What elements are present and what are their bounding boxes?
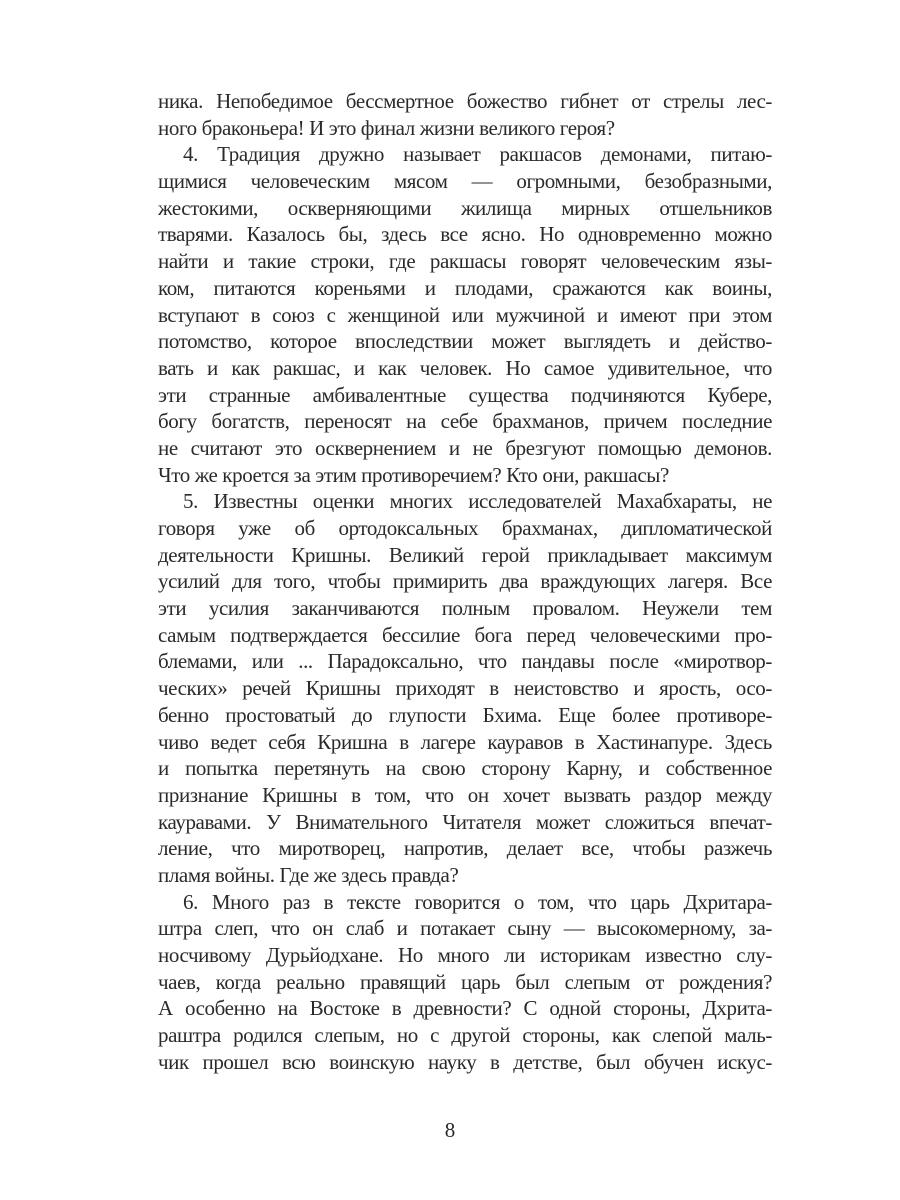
text-line: ника. Непобедимое бессмертное божество гибнет от стрелы лес-: [158, 89, 772, 113]
text-line: усилий для того, чтобы примирить два враждующих лагеря. Все: [158, 569, 772, 594]
text-line: кауравами. У Внимательного Читателя может сложиться впечат-: [158, 809, 772, 834]
text-line: 6. Много раз в тексте говорится о том, что царь Дхритара-: [183, 889, 772, 914]
text-line: штра слеп, что он слаб и потакает сыну — высокомерному, за-: [158, 916, 772, 941]
body-text: [158, 88, 772, 1075]
text-line: бенно простоватый до глупости Бхима. Еще более противоре-: [158, 702, 772, 727]
text-line: тварями. Казалось бы, здесь все ясно. Но одновременно можно: [158, 222, 772, 247]
text-line: эти усилия заканчиваются полным провалом. Неужели тем: [158, 596, 772, 621]
text-line: богу богатств, переносят на себе брахманов, причем последние: [158, 409, 772, 434]
text-line: найти и такие строки, где ракшасы говорят человеческим язы-: [158, 249, 772, 274]
text-line: 4. Традиция дружно называет ракшасов демонами, питаю-: [183, 142, 772, 167]
text-line: носчивому Дурьйодхане. Но много ли историкам известно слу-: [158, 943, 772, 967]
text-line: и попытка перетянуть на свою сторону Карну, и собственное: [158, 756, 772, 781]
text-line: А особенно на Востоке в древности? С одной стороны, Дхрита-: [158, 996, 772, 1021]
text-line: чик прошел всю воинскую науку в детстве, был обучен искус-: [158, 1049, 772, 1074]
text-line: ление, что миротворец, напротив, делает все, чтобы разжечь: [158, 836, 772, 861]
text-line: ком, питаются кореньями и плодами, сражаются как воины,: [158, 275, 772, 300]
text-line: эти странные амбивалентные существа подчиняются Кубере,: [158, 382, 772, 407]
text-line: ческих» речей Кришны приходят в неистовство и ярость, осо-: [158, 676, 772, 701]
text-line: чиво ведет себя Кришна в лагере кауравов в Хастинапуре. Здесь: [158, 729, 772, 754]
text-line: 5. Известны оценки многих исследователей Махабхараты, не: [183, 489, 772, 514]
text-line: Что же кроется за этим противоречием? Кто они, ракшасы?: [158, 462, 669, 487]
text-line: ного браконьера! И это финал жизни великого героя?: [158, 115, 615, 140]
text-line: чаев, когда реально правящий царь был слепым от рождения?: [158, 969, 772, 994]
text-line: жестокими, оскверняющими жилища мирных отшельников: [158, 195, 772, 220]
text-line: вать и как ракшас, и как человек. Но самое удивительное, что: [158, 355, 772, 380]
text-line: раштра родился слепым, но с другой стороны, как слепой маль-: [158, 1023, 772, 1048]
page-number: 8: [444, 1118, 456, 1142]
text-line: признание Кришны в том, что он хочет вызвать раздор между: [158, 782, 772, 807]
text-line: деятельности Кришны. Великий герой прикладывает максимум: [158, 542, 772, 567]
text-line: самым подтверждается бессилие бога перед человеческими про-: [158, 622, 772, 647]
text-line: вступают в союз с женщиной или мужчиной и имеют при этом: [158, 302, 772, 327]
text-line: говоря уже об ортодоксальных брахманах, дипломатической: [158, 516, 772, 540]
text-line: пламя войны. Где же здесь правда?: [158, 862, 459, 887]
text-line: щимися человеческим мясом — огромными, безобразными,: [158, 169, 772, 194]
text-line: не считают это осквернением и не брезгуют помощью демонов.: [158, 435, 772, 460]
text-line: потомство, которое впоследствии может выглядеть и действо-: [158, 329, 772, 354]
text-line: блемами, или ... Парадоксально, что пандавы после «миротвор-: [158, 649, 772, 674]
